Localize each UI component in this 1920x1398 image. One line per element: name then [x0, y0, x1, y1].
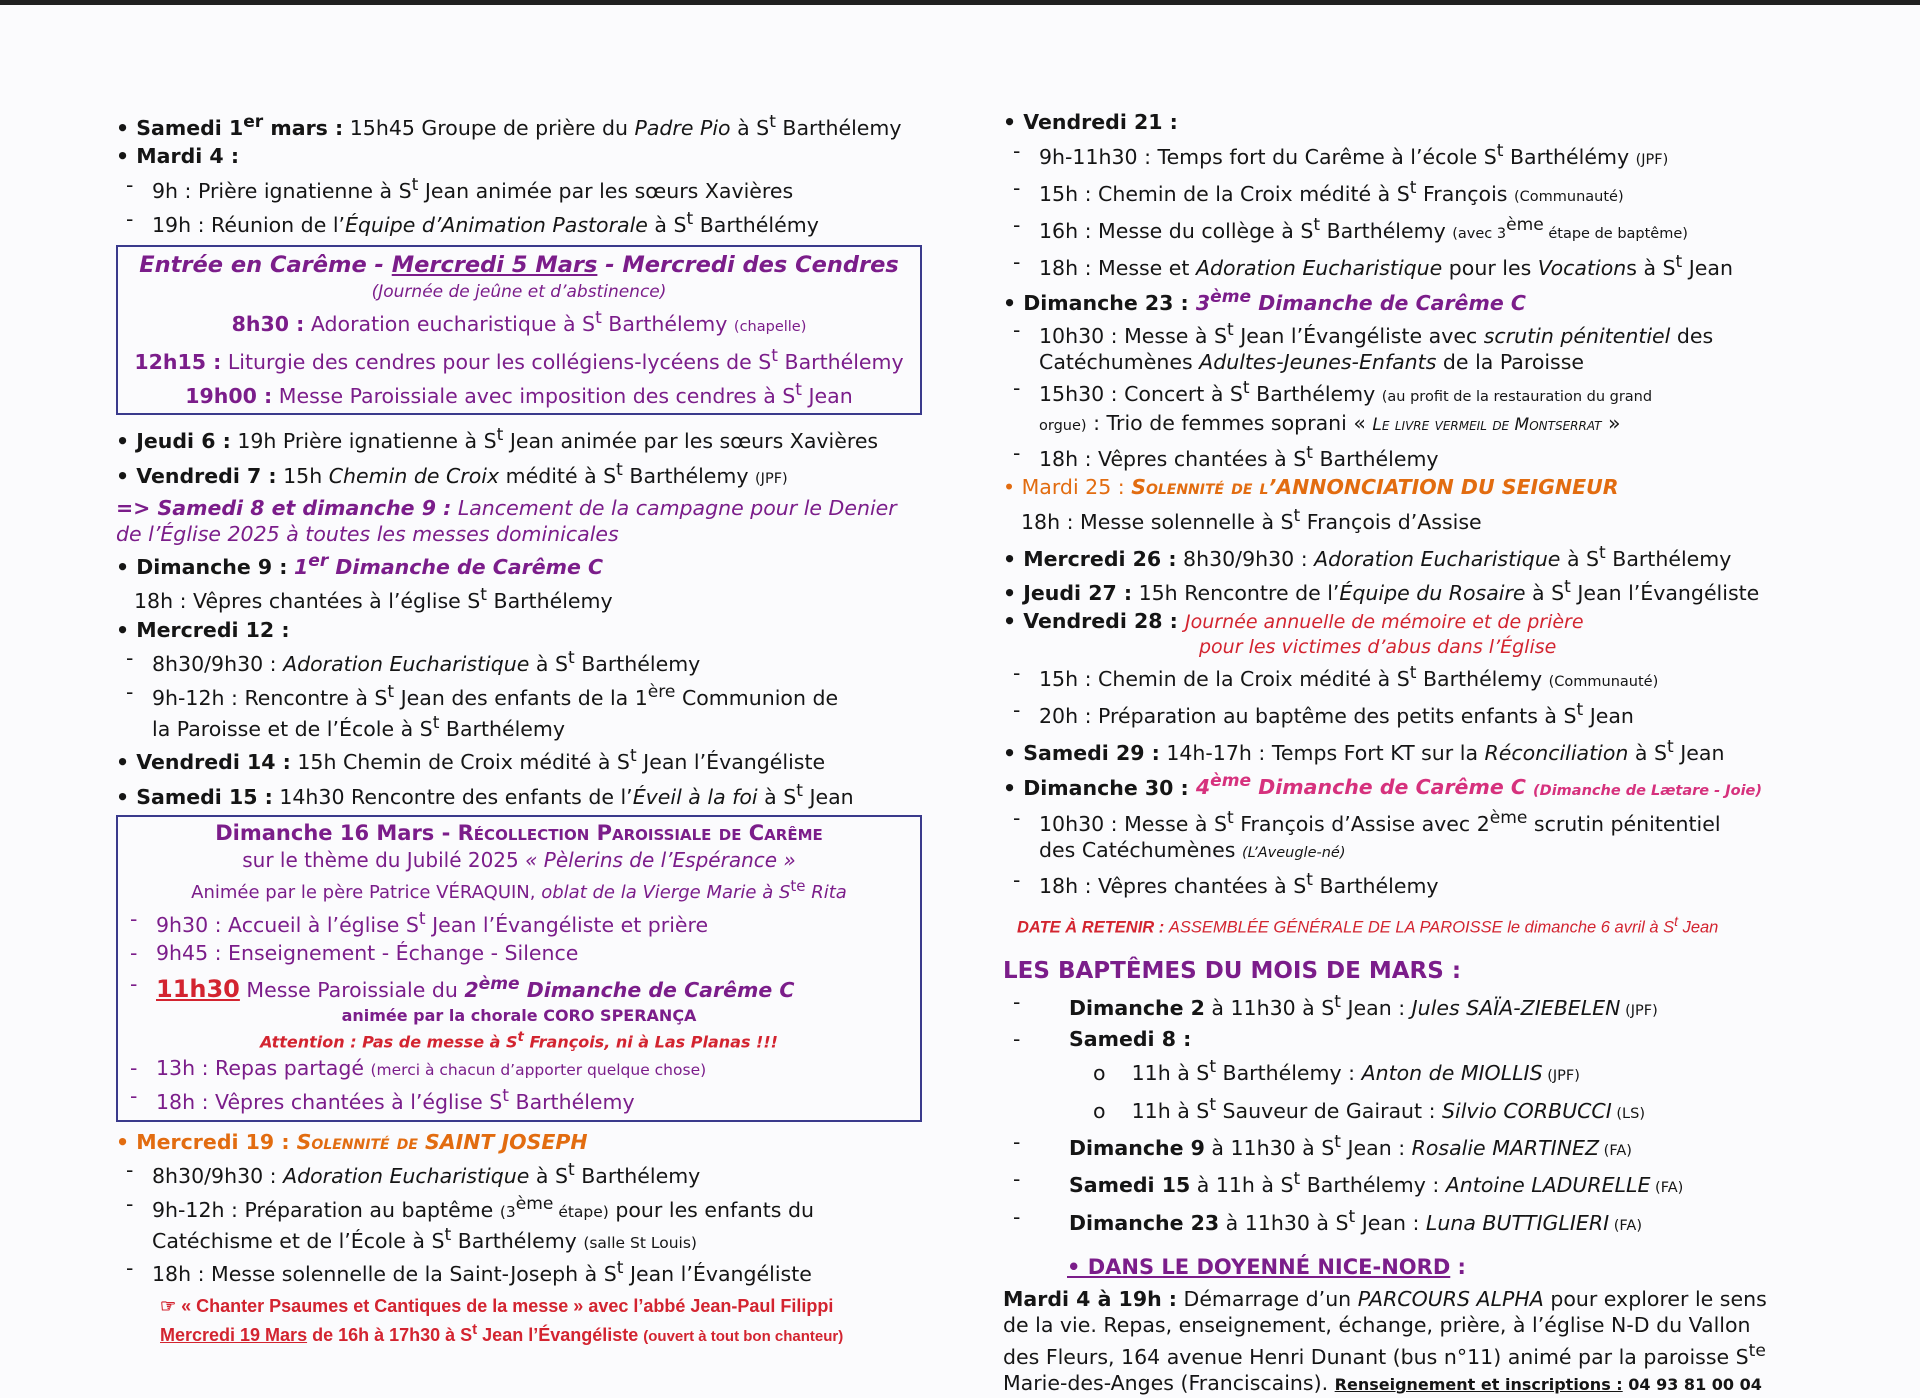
list-item-cont: la Paroisse et de l’École à $S^t$ Barthélemy	[152, 713, 566, 742]
denier-announcement-line2: de l’Église 2025 à toutes les messes dominicales	[116, 522, 619, 547]
doyenne-line: Mardi 4 à 19h : Démarrage d’un PARCOURS ALPHA pour explorer le sens	[1003, 1287, 1767, 1312]
list-item: - 9h : Prière ignatienne à $S^t$ Jean animée par les sœurs Xavières	[116, 171, 922, 205]
event-vendredi-7: • Vendredi 7 : 15h Chemin de Croix médité à $S^t$ Barthélemy (JPF)	[116, 459, 788, 488]
list-item: - 18h : Messe solennelle de la Saint-Joseph à $S^t$ Jean l’Évangéliste	[116, 1254, 922, 1288]
list-item: - 8h30/9h30 : Adoration Eucharistique à $S^t$ Barthélemy	[116, 644, 922, 678]
list-item-cont: des Catéchumènes (L’Aveugle-né)	[1039, 837, 1346, 862]
bapteme-item: - Dimanche 9 à 11h30 à $S^t$ Jean : Rosalie MARTINEZ (FA)	[1003, 1128, 1809, 1165]
pointing-hand-icon: ☞	[160, 1295, 177, 1316]
list-item-cont: orgue) : Trio de femmes soprani « Le livre vermeil de Montserrat »	[1039, 410, 1621, 435]
list-item: - 8h30/9h30 : Adoration Eucharistique à $S^t$ Barthélemy	[116, 1156, 922, 1190]
event-mercredi-26: • Mercredi 26 : 8h30/9h30 : Adoration Eucharistique à $S^t$ Barthélemy	[1003, 542, 1732, 571]
box-cendres	[116, 245, 922, 415]
chanter-psaumes-line2: Mercredi 19 Mars de 16h à 17h30 à $S^t$ Jean l’Évangéliste (ouvert à tout bon chanteur)	[160, 1320, 844, 1345]
event-dimanche-30: • Dimanche 30 : 4ème Dimanche de Carême C (Dimanche de Lætare - Joie)	[1003, 771, 1762, 800]
list-item: - 10h30 : Messe à $S^t$ Jean l’Évangéliste avec scrutin pénitentiel des	[1003, 317, 1809, 349]
right-column	[1003, 108, 1809, 1398]
box-recollection-animator: Animée par le père Patrice VÉRAQUIN, oblat de la Vierge Marie à $S^{te}$ Rita	[191, 876, 847, 903]
event-jeudi-6: • Jeudi 6 : 19h Prière ignatienne à $S^t$ Jean animée par les sœurs Xavières	[116, 425, 879, 454]
list-item-cont: Catéchumènes Adultes-Jeunes-Enfants de la Paroisse	[1039, 349, 1585, 374]
box-cendres-title: Entrée en Carême - Mercredi 5 Mars - Mercredi des Cendres	[139, 252, 899, 279]
box-cendres-line: 19h00 : Messe Paroissiale avec imposition des cendres à $S^t$ Jean	[185, 380, 853, 408]
bapteme-item: - Samedi 15 à 11h à $S^t$ Barthélemy : Antoine LADURELLE (FA)	[1003, 1165, 1809, 1202]
list-item: - 15h : Chemin de la Croix médité à $S^t$ François (Communauté)	[1003, 174, 1809, 211]
bapteme-item: - Dimanche 2 à 11h30 à $S^t$ Jean : Jules SAÏA-ZIEBELEN (JPF)	[1003, 988, 1809, 1025]
event-dimanche-9: • Dimanche 9 : 1er Dimanche de Carême C	[116, 551, 604, 579]
bapteme-subitem: o 11h à $S^t$ Barthélemy : Anton de MIOLLIS (JPF)	[1093, 1057, 1580, 1086]
left-column	[116, 108, 922, 1348]
list-item: - 9h-11h30 : Temps fort du Carême à l’école $S^t$ Barthélémy (JPF)	[1003, 137, 1809, 174]
event-samedi-29: • Samedi 29 : 14h-17h : Temps Fort KT sur la Réconciliation à $S^t$ Jean	[1003, 737, 1725, 766]
top-border	[0, 0, 1920, 5]
list-item: - 11h30 Messe Paroissiale du 2ème Dimanche de Carême C	[120, 968, 918, 1006]
list-item: - 15h30 : Concert à $S^t$ Barthélemy (au profit de la restauration du grand	[1003, 375, 1809, 410]
vendredi-28-subtitle: pour les victimes d’abus dans l’Église	[1199, 635, 1557, 658]
event-samedi-15: • Samedi 15 : 14h30 Rencontre des enfants de l’Éveil à la foi à $S^t$ Jean	[116, 780, 854, 809]
event-mardi-25: • Mardi 25 : Solennité de l’ANNONCIATION DU SEIGNEUR	[1003, 475, 1619, 500]
list-item: - 18h : Vêpres chantées à $S^t$ Barthélemy	[1003, 439, 1809, 473]
chanter-psaumes-line1: ☞ « Chanter Psaumes et Cantiques de la messe » avec l’abbé Jean-Paul Filippi	[160, 1295, 834, 1316]
bapteme-item: - Samedi 8 :	[1003, 1025, 1809, 1054]
list-item: - 20h : Préparation au baptême des petits enfants à $S^t$ Jean	[1003, 696, 1809, 730]
list-item-cont: Catéchisme et de l’École à $S^t$ Barthélemy (salle St Louis)	[152, 1225, 697, 1254]
event-samedi-1: • Samedi 1er mars : 15h45 Groupe de prière du Padre Pio à $S^t$ Barthélemy	[116, 112, 902, 140]
list-item: - 18h : Messe et Adoration Eucharistique pour les Vocations à $S^t$ Jean	[1003, 248, 1809, 282]
event-jeudi-27: • Jeudi 27 : 15h Rencontre de l’Équipe du Rosaire à $S^t$ Jean l’Évangéliste	[1003, 577, 1760, 606]
box-cendres-line: 12h15 : Liturgie des cendres pour les collégiens-lycéens de $S^t$ Barthélemy	[134, 345, 904, 374]
attention-line: Attention : Pas de messe à $S^t$ François, ni à Las Planas !!!	[260, 1029, 778, 1051]
box-cendres-line: 8h30 : Adoration eucharistique à $S^t$ Barthélemy (chapelle)	[231, 308, 807, 337]
event-vendredi-21: • Vendredi 21 :	[1003, 110, 1178, 134]
event-mercredi-19: • Mercredi 19 : Solennité de SAINT JOSEPH	[116, 1129, 588, 1154]
list-item: - 9h-12h : Préparation au baptême (3ème étape) pour les enfants du	[116, 1191, 922, 1223]
list-item: - 13h : Repas partagé (merci à chacun d’apporter quelque chose)	[120, 1054, 918, 1083]
list-item: - 9h30 : Accueil à l’église $S^t$ Jean l’Évangéliste et prière	[120, 905, 918, 939]
list-item: - 16h : Messe du collège à $S^t$ Barthélemy (avec 3ème étape de baptême)	[1003, 211, 1809, 248]
doyenne-line: des Fleurs, 164 avenue Henri Dunant (bus n°11) animé par la paroisse $S^{te}$	[1003, 1341, 1766, 1369]
box-recollection-theme: sur le thème du Jubilé 2025 « Pèlerins de l’Espérance »	[242, 847, 796, 872]
event-vendredi-28: • Vendredi 28 : Journée annuelle de mémoire et de prière	[1003, 608, 1584, 633]
event-mercredi-12: • Mercredi 12 :	[116, 617, 290, 642]
event-dimanche-23: • Dimanche 23 : 3ème Dimanche de Carême C	[1003, 286, 1526, 315]
event-mardi-4: • Mardi 4 :	[116, 144, 240, 169]
list-item: 18h : Messe solennelle à $S^t$ François d’Assise	[1021, 505, 1482, 534]
denier-announcement: => Samedi 8 et dimanche 9 : Lancement de la campagne pour le Denier	[116, 496, 897, 521]
list-item: - 18h : Vêpres chantées à l’église $S^t$ Barthélemy	[120, 1082, 918, 1116]
bapteme-subitem: o 11h à $S^t$ Sauveur de Gairaut : Silvio CORBUCCI (LS)	[1093, 1094, 1645, 1123]
box-cendres-subtitle: (Journée de jeûne et d’abstinence)	[371, 282, 667, 303]
chorale-line: animée par la chorale CORO SPERANÇA	[341, 1005, 697, 1025]
list-item: 18h : Vêpres chantées à l’église $S^t$ Barthélemy	[134, 585, 613, 614]
doyenne-line: de la vie. Repas, enseignement, échange, prière, à l’église N-D du Vallon	[1003, 1313, 1751, 1338]
doyenne-line: Marie-des-Anges (Franciscains). Renseignement et inscriptions : 04 93 81 00 04	[1003, 1370, 1762, 1395]
event-vendredi-14: • Vendredi 14 : 15h Chemin de Croix médité à $S^t$ Jean l’Évangéliste	[116, 746, 826, 775]
doyenne-heading: • DANS LE DOYENNÉ NICE-NORD :	[1067, 1255, 1466, 1280]
list-item: - 19h : Réunion de l’Équipe d’Animation Pastorale à $S^t$ Barthélémy	[116, 205, 922, 239]
list-item: - 9h-12h : Rencontre à $S^t$ Jean des enfants de la 1ère Communion de	[116, 679, 922, 711]
box-recollection-title: Dimanche 16 Mars - Récollection Paroissiale de Carême	[215, 820, 823, 845]
box-recollection	[116, 815, 922, 1122]
list-item: - 18h : Vêpres chantées à $S^t$ Barthélemy	[1003, 866, 1809, 900]
list-item: - 9h45 : Enseignement - Échange - Silence	[120, 939, 918, 968]
date-a-retenir: DATE À RETENIR : ASSEMBLÉE GÉNÉRALE DE LA PAROISSE le dimanche 6 avril à $S^t$ Jean	[1017, 914, 1719, 937]
baptemes-heading: LES BAPTÊMES DU MOIS DE MARS :	[1003, 957, 1462, 984]
bapteme-item: - Dimanche 23 à 11h30 à $S^t$ Jean : Luna BUTTIGLIERI (FA)	[1003, 1203, 1809, 1240]
list-item: - 10h30 : Messe à $S^t$ François d’Assise avec 2ème scrutin pénitentiel	[1003, 805, 1809, 837]
list-item: - 15h : Chemin de la Croix médité à $S^t$ Barthélemy (Communauté)	[1003, 659, 1809, 696]
